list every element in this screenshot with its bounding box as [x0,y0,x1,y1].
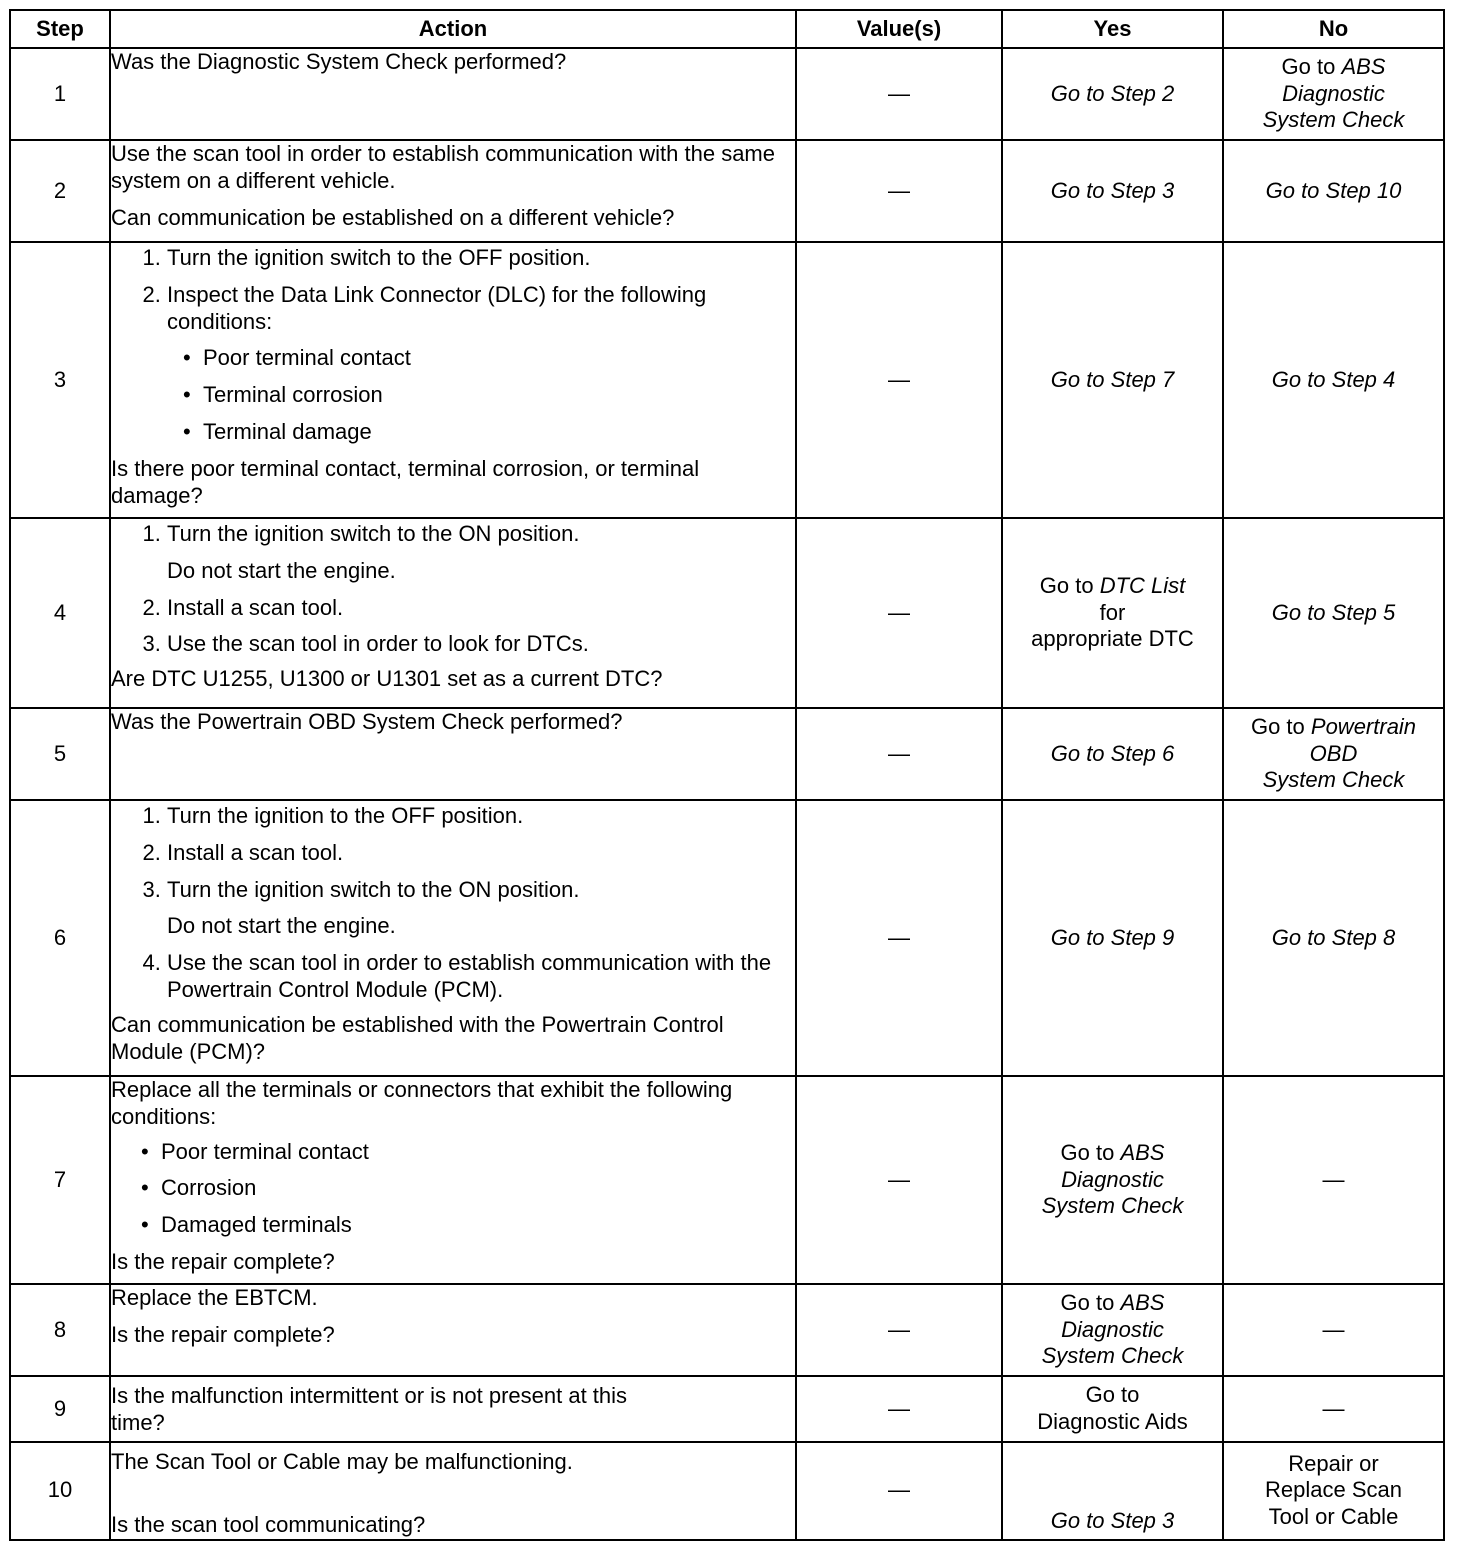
go-to-text: Go to [1060,1139,1115,1165]
sub-note: Do not start the engine. [167,913,396,939]
list-item [167,282,795,446]
value-cell: — [796,708,1002,800]
action-question: Is the malfunction intermittent or is not present at this time? [111,1383,628,1435]
action-question: Can communication be established with the Powertrain Control Module (PCM)? [111,1011,724,1064]
action-question: Is there poor terminal contact, terminal corrosion, or terminal damage? [111,455,700,508]
link-diagnostic-aids[interactable]: Diagnostic Aids [1037,1409,1188,1434]
bullet-item: • Corrosion [161,1175,795,1202]
table-row-step-4 [10,518,1444,708]
list-item [167,521,795,585]
action-cell [110,1376,796,1442]
value-cell: — [796,1376,1002,1442]
value-cell: — [796,48,1002,140]
table-row-step-8 [10,1284,1444,1376]
header-yes: Yes [1002,10,1223,48]
table-row-step-5 [10,708,1444,800]
list-item: 4. Use the scan tool in order to establish communication with the Powertrain Control Module (PCM). [167,950,795,1004]
action-question: Was the Diagnostic System Check performed? [111,49,567,74]
step-number: 2 [10,140,110,242]
list-item-text: Inspect the Data Link Connector (DLC) for the following conditions: [167,281,707,334]
link-line-2[interactable]: Diagnostic [1061,1166,1164,1192]
action-question: Is the repair complete? [111,1321,335,1347]
no-cell: — [1223,1284,1444,1376]
value-cell: — [796,140,1002,242]
yes-cell [1002,518,1223,708]
header-values: Value(s) [796,10,1002,48]
step-number: 6 [10,800,110,1076]
list-item: 3. Use the scan tool in order to look for DTCs. [167,631,795,658]
yes-line-2: for [1099,599,1126,625]
instruction-list [111,521,795,658]
action-cell [110,1284,796,1376]
header-action: Action [110,10,796,48]
yes-cell [1002,1076,1223,1284]
bullet-item: • Damaged terminals [161,1212,795,1239]
link-abs[interactable]: ABS [1120,1139,1165,1165]
link-line-3[interactable]: System Check [1041,1193,1184,1219]
go-to-text: Go to [1039,572,1094,598]
no-cell[interactable]: Go to Step 10 [1223,140,1444,242]
link-dtc-list[interactable]: DTC List [1099,572,1186,598]
table-row-step-10 [10,1442,1444,1540]
link-line-2[interactable]: OBD [1309,740,1358,766]
bullet-item: • Terminal corrosion [203,382,795,409]
no-line-1: Repair or [1288,1450,1379,1476]
yes-cell[interactable]: Go to Step 6 [1002,708,1223,800]
action-question: Can communication be established on a different vehicle? [111,204,675,230]
yes-cell [1002,1284,1223,1376]
action-text: Use the scan tool in order to establish communication with the same system on a different vehicle. [111,141,775,193]
condition-list [111,1139,795,1239]
list-item [167,877,795,941]
value-cell: — [796,800,1002,1076]
bullet-item: • Terminal damage [203,419,795,446]
action-cell [110,242,796,518]
no-cell [1223,708,1444,800]
step-number: 8 [10,1284,110,1376]
link-line-3[interactable]: System Check [1041,1343,1184,1369]
step-number: 10 [10,1442,110,1540]
diagnostic-table [9,9,1445,1541]
value-cell: — [796,1284,1002,1376]
condition-list [167,345,795,445]
header-step: Step [10,10,110,48]
yes-cell [1002,1376,1223,1442]
action-cell [110,800,796,1076]
link-abs[interactable]: ABS [1120,1289,1165,1315]
no-cell [1223,1442,1444,1540]
no-line-2: Replace Scan [1265,1477,1402,1503]
action-cell [110,708,796,800]
no-cell: — [1223,1076,1444,1284]
bullet-item: • Poor terminal contact [161,1139,795,1166]
table-row-step-7 [10,1076,1444,1284]
no-cell [1223,48,1444,140]
no-cell: — [1223,1376,1444,1442]
action-question: Is the scan tool communicating? [111,1511,426,1537]
table-row-step-1 [10,48,1444,140]
yes-cell[interactable]: Go to Step 7 [1002,242,1223,518]
go-to-text: Go to [1281,53,1336,79]
value-cell: — [796,1442,1002,1540]
step-number: 1 [10,48,110,140]
table-row-step-2 [10,140,1444,242]
action-cell [110,518,796,708]
list-item: 1. Turn the ignition to the OFF position. [167,803,795,830]
list-item-text: Turn the ignition switch to the ON position. [167,876,580,902]
value-cell: — [796,518,1002,708]
link-abs[interactable]: ABS [1341,53,1386,79]
table-row-step-9 [10,1376,1444,1442]
step-number: 7 [10,1076,110,1284]
value-cell: — [796,1076,1002,1284]
action-cell [110,1076,796,1284]
link-line-3[interactable]: System Check [1262,767,1405,793]
action-text: Replace all the terminals or connectors that exhibit the following conditions: [111,1077,733,1129]
action-text: The Scan Tool or Cable may be malfunctioning. [111,1449,573,1474]
link-line-2[interactable]: Diagnostic [1282,80,1385,106]
list-item: 2. Install a scan tool. [167,595,795,622]
step-number: 4 [10,518,110,708]
no-cell[interactable]: Go to Step 8 [1223,800,1444,1076]
action-question: Are DTC U1255, U1300 or U1301 set as a current DTC? [111,666,663,692]
yes-cell[interactable]: Go to Step 3 [1002,140,1223,242]
step-number: 5 [10,708,110,800]
action-question: Is the repair complete? [111,1249,335,1275]
go-to-text: Go to [1060,1289,1115,1315]
no-cell[interactable]: Go to Step 5 [1223,518,1444,708]
list-item: 1. Turn the ignition switch to the OFF position. [167,245,795,272]
no-cell[interactable]: Go to Step 4 [1223,242,1444,518]
yes-cell[interactable]: Go to Step 3 [1002,1442,1223,1540]
header-row [10,10,1444,48]
value-cell: — [796,242,1002,518]
step-number: 9 [10,1376,110,1442]
action-text: Replace the EBTCM. [111,1285,318,1310]
go-to-text: Go to [1085,1382,1140,1408]
yes-line-3: appropriate DTC [1031,626,1194,652]
header-no: No [1223,10,1444,48]
instruction-list [111,803,795,1004]
instruction-list [111,245,795,446]
table-row-step-6 [10,800,1444,1076]
list-item: 2. Install a scan tool. [167,840,795,867]
list-item-text: Turn the ignition switch to the ON position. [167,521,580,546]
no-line-3: Tool or Cable [1268,1504,1399,1530]
action-cell [110,1442,796,1540]
action-question: Was the Powertrain OBD System Check performed? [111,709,623,734]
bullet-item: • Poor terminal contact [203,345,795,372]
spacer [111,1476,795,1512]
action-cell [110,140,796,242]
go-to-text: Go to [1250,713,1305,739]
link-line-2[interactable]: Diagnostic [1061,1316,1164,1342]
yes-cell: Go to Step 2 [1002,48,1223,140]
link-line-3[interactable]: System Check [1262,107,1405,133]
sub-note: Do not start the engine. [167,557,396,583]
yes-cell[interactable]: Go to Step 9 [1002,800,1223,1076]
step-number: 3 [10,242,110,518]
link-powertrain[interactable]: Powertrain [1310,713,1417,739]
action-cell [110,48,796,140]
table-row-step-3 [10,242,1444,518]
